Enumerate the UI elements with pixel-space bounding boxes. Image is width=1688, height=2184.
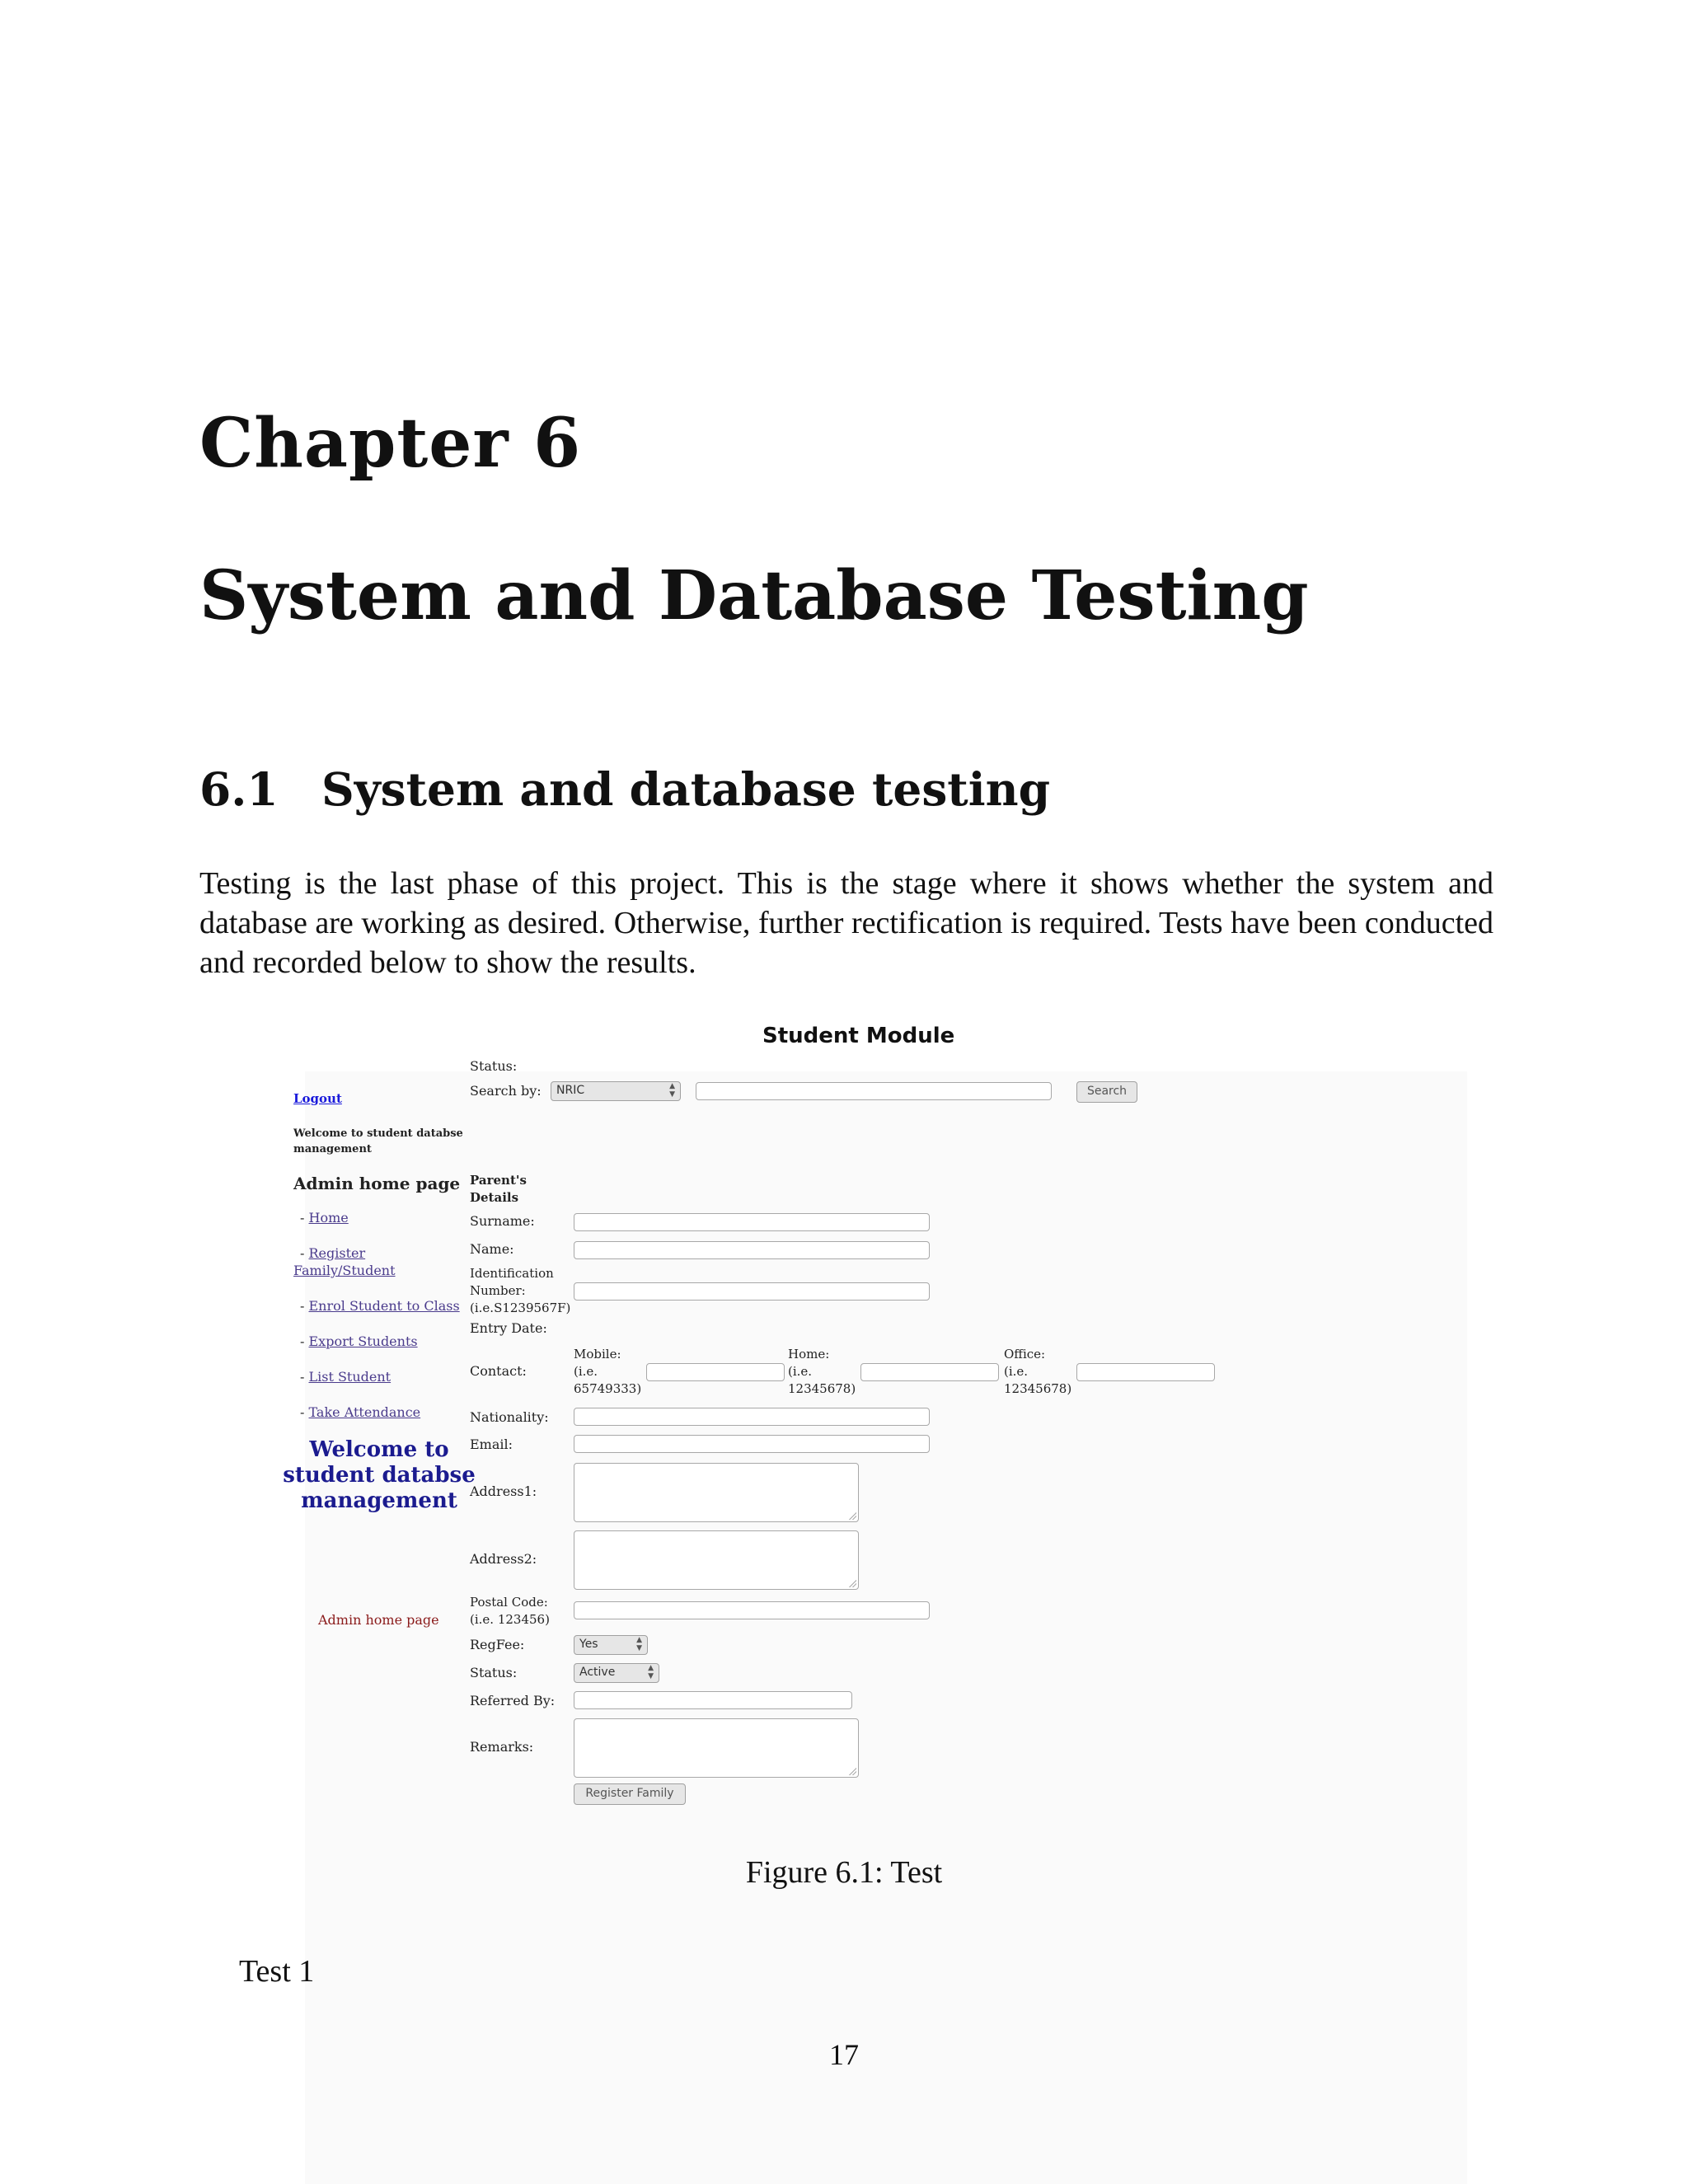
entry-date-label: Entry Date: (470, 1320, 547, 1336)
postal-code-label (470, 1594, 550, 1629)
welcome-banner: Welcome to student databse management (283, 1437, 476, 1513)
office-phone-label (1004, 1346, 1071, 1398)
search-by-select[interactable] (551, 1081, 681, 1101)
sidebar-item-register-cont[interactable] (293, 1263, 396, 1278)
family-student-link[interactable]: Family/Student (293, 1263, 396, 1278)
register-link[interactable]: Register (308, 1245, 366, 1261)
referred-by-label: Referred By: (470, 1693, 556, 1708)
id-label-line-1: Identification (470, 1266, 554, 1281)
regfee-label: RegFee: (470, 1637, 525, 1652)
section-number: 6.1 (199, 762, 279, 816)
regfee-value: Yes (579, 1638, 598, 1651)
intro-paragraph: Testing is the last phase of this project. This is the stage where it shows whether the system and database are working as desired. Otherwise, further rectification is required. Tests have been conducted and recorded below to show the results. (199, 866, 1493, 980)
admin-heading: Admin home page (293, 1174, 461, 1193)
id-label-line-2: Number: (470, 1283, 526, 1298)
heading-line-1: Parent's (470, 1173, 527, 1188)
id-number-input[interactable] (574, 1282, 930, 1301)
name-input[interactable] (574, 1241, 930, 1259)
heading-line-2: Details (470, 1190, 519, 1205)
chapter-title: System and Database Testing (199, 556, 1309, 635)
section-heading (199, 762, 1050, 816)
mobile-label (574, 1346, 641, 1398)
logout-link[interactable]: Logout (293, 1091, 342, 1106)
status-label: Status: (470, 1058, 518, 1074)
id-label-line-3: (i.e.S1239567F) (470, 1301, 571, 1315)
postal-line-1: Postal Code: (470, 1595, 548, 1610)
contact-label: Contact: (470, 1363, 527, 1379)
office-line-2: (i.e. (1004, 1364, 1029, 1379)
home-phone-label (788, 1346, 856, 1398)
select-arrows-icon: ▲ ▼ (669, 1082, 675, 1099)
enrol-link[interactable]: Enrol Student to Class (308, 1298, 460, 1314)
surname-input[interactable] (574, 1213, 930, 1231)
mobile-line-2: (i.e. (574, 1364, 598, 1379)
surname-label: Surname: (470, 1213, 535, 1229)
email-input[interactable] (574, 1435, 930, 1453)
parents-details-heading (470, 1172, 527, 1207)
nationality-input[interactable] (574, 1408, 930, 1426)
home-line-1: Home: (788, 1347, 830, 1361)
sidebar-item-prefix: - (300, 1245, 309, 1261)
status-select[interactable] (574, 1663, 659, 1683)
sidebar-item-attendance[interactable] (300, 1404, 420, 1420)
referred-by-input[interactable] (574, 1691, 852, 1709)
search-input[interactable] (696, 1082, 1052, 1100)
select-arrows-icon: ▲ ▼ (648, 1664, 654, 1680)
welcome-small (293, 1126, 463, 1157)
nationality-label: Nationality: (470, 1409, 549, 1425)
postal-code-input[interactable] (574, 1601, 930, 1619)
home-line-2: (i.e. (788, 1364, 813, 1379)
sidebar-item-prefix: - (300, 1210, 309, 1226)
section-title: System and database testing (321, 762, 1051, 816)
register-family-button[interactable]: Register Family (574, 1783, 686, 1805)
status-field-label: Status: (470, 1665, 518, 1680)
admin-footer-label: Admin home page (318, 1612, 439, 1628)
search-button[interactable]: Search (1076, 1081, 1137, 1103)
select-arrows-icon: ▲ ▼ (636, 1636, 642, 1652)
figure-caption: Figure 6.1: Test (745, 1855, 943, 1890)
office-line-3: 12345678) (1004, 1381, 1072, 1396)
welcome-small-line-1: Welcome to student databse (293, 1127, 463, 1140)
status-value: Active (579, 1666, 616, 1679)
test-label: Test 1 (239, 1954, 315, 1989)
remarks-textarea[interactable] (574, 1718, 859, 1778)
postal-line-2: (i.e. 123456) (470, 1612, 550, 1627)
search-by-value: NRIC (556, 1084, 585, 1097)
page-number: 17 (829, 2038, 859, 2071)
sidebar-item-prefix: - (300, 1369, 309, 1385)
address1-textarea[interactable] (574, 1463, 859, 1522)
export-link[interactable]: Export Students (308, 1333, 418, 1349)
mobile-line-1: Mobile: (574, 1347, 621, 1361)
list-student-link[interactable]: List Student (308, 1369, 392, 1385)
sidebar-item-prefix: - (300, 1298, 309, 1314)
home-phone-input[interactable] (860, 1363, 999, 1381)
id-number-label (470, 1265, 570, 1317)
sidebar-item-enrol[interactable] (300, 1298, 460, 1314)
home-link[interactable]: Home (308, 1210, 349, 1226)
mobile-input[interactable] (646, 1363, 785, 1381)
address1-label: Address1: (470, 1483, 537, 1499)
remarks-label: Remarks: (470, 1739, 534, 1755)
address2-textarea[interactable] (574, 1530, 859, 1590)
sidebar-item-prefix: - (300, 1404, 309, 1420)
regfee-select[interactable] (574, 1635, 648, 1655)
sidebar-item-list[interactable] (300, 1369, 391, 1385)
sidebar-item-prefix: - (300, 1333, 309, 1349)
sidebar-item-export[interactable] (300, 1333, 418, 1349)
sidebar-item-home[interactable] (300, 1210, 349, 1226)
sidebar-item-register[interactable] (300, 1245, 365, 1261)
email-label: Email: (470, 1436, 513, 1452)
mobile-line-3: 65749333) (574, 1381, 642, 1396)
home-line-3: 12345678) (788, 1381, 856, 1396)
chapter-label: Chapter 6 (199, 404, 582, 483)
welcome-small-line-2: management (293, 1143, 372, 1155)
address2-label: Address2: (470, 1551, 537, 1567)
figure-screenshot (280, 1014, 1467, 2184)
office-phone-input[interactable] (1076, 1363, 1215, 1381)
module-title: Student Module (762, 1024, 955, 1048)
office-line-1: Office: (1004, 1347, 1046, 1361)
name-label: Name: (470, 1241, 514, 1257)
attendance-link[interactable]: Take Attendance (308, 1404, 421, 1420)
search-by-label: Search by: (470, 1083, 542, 1099)
